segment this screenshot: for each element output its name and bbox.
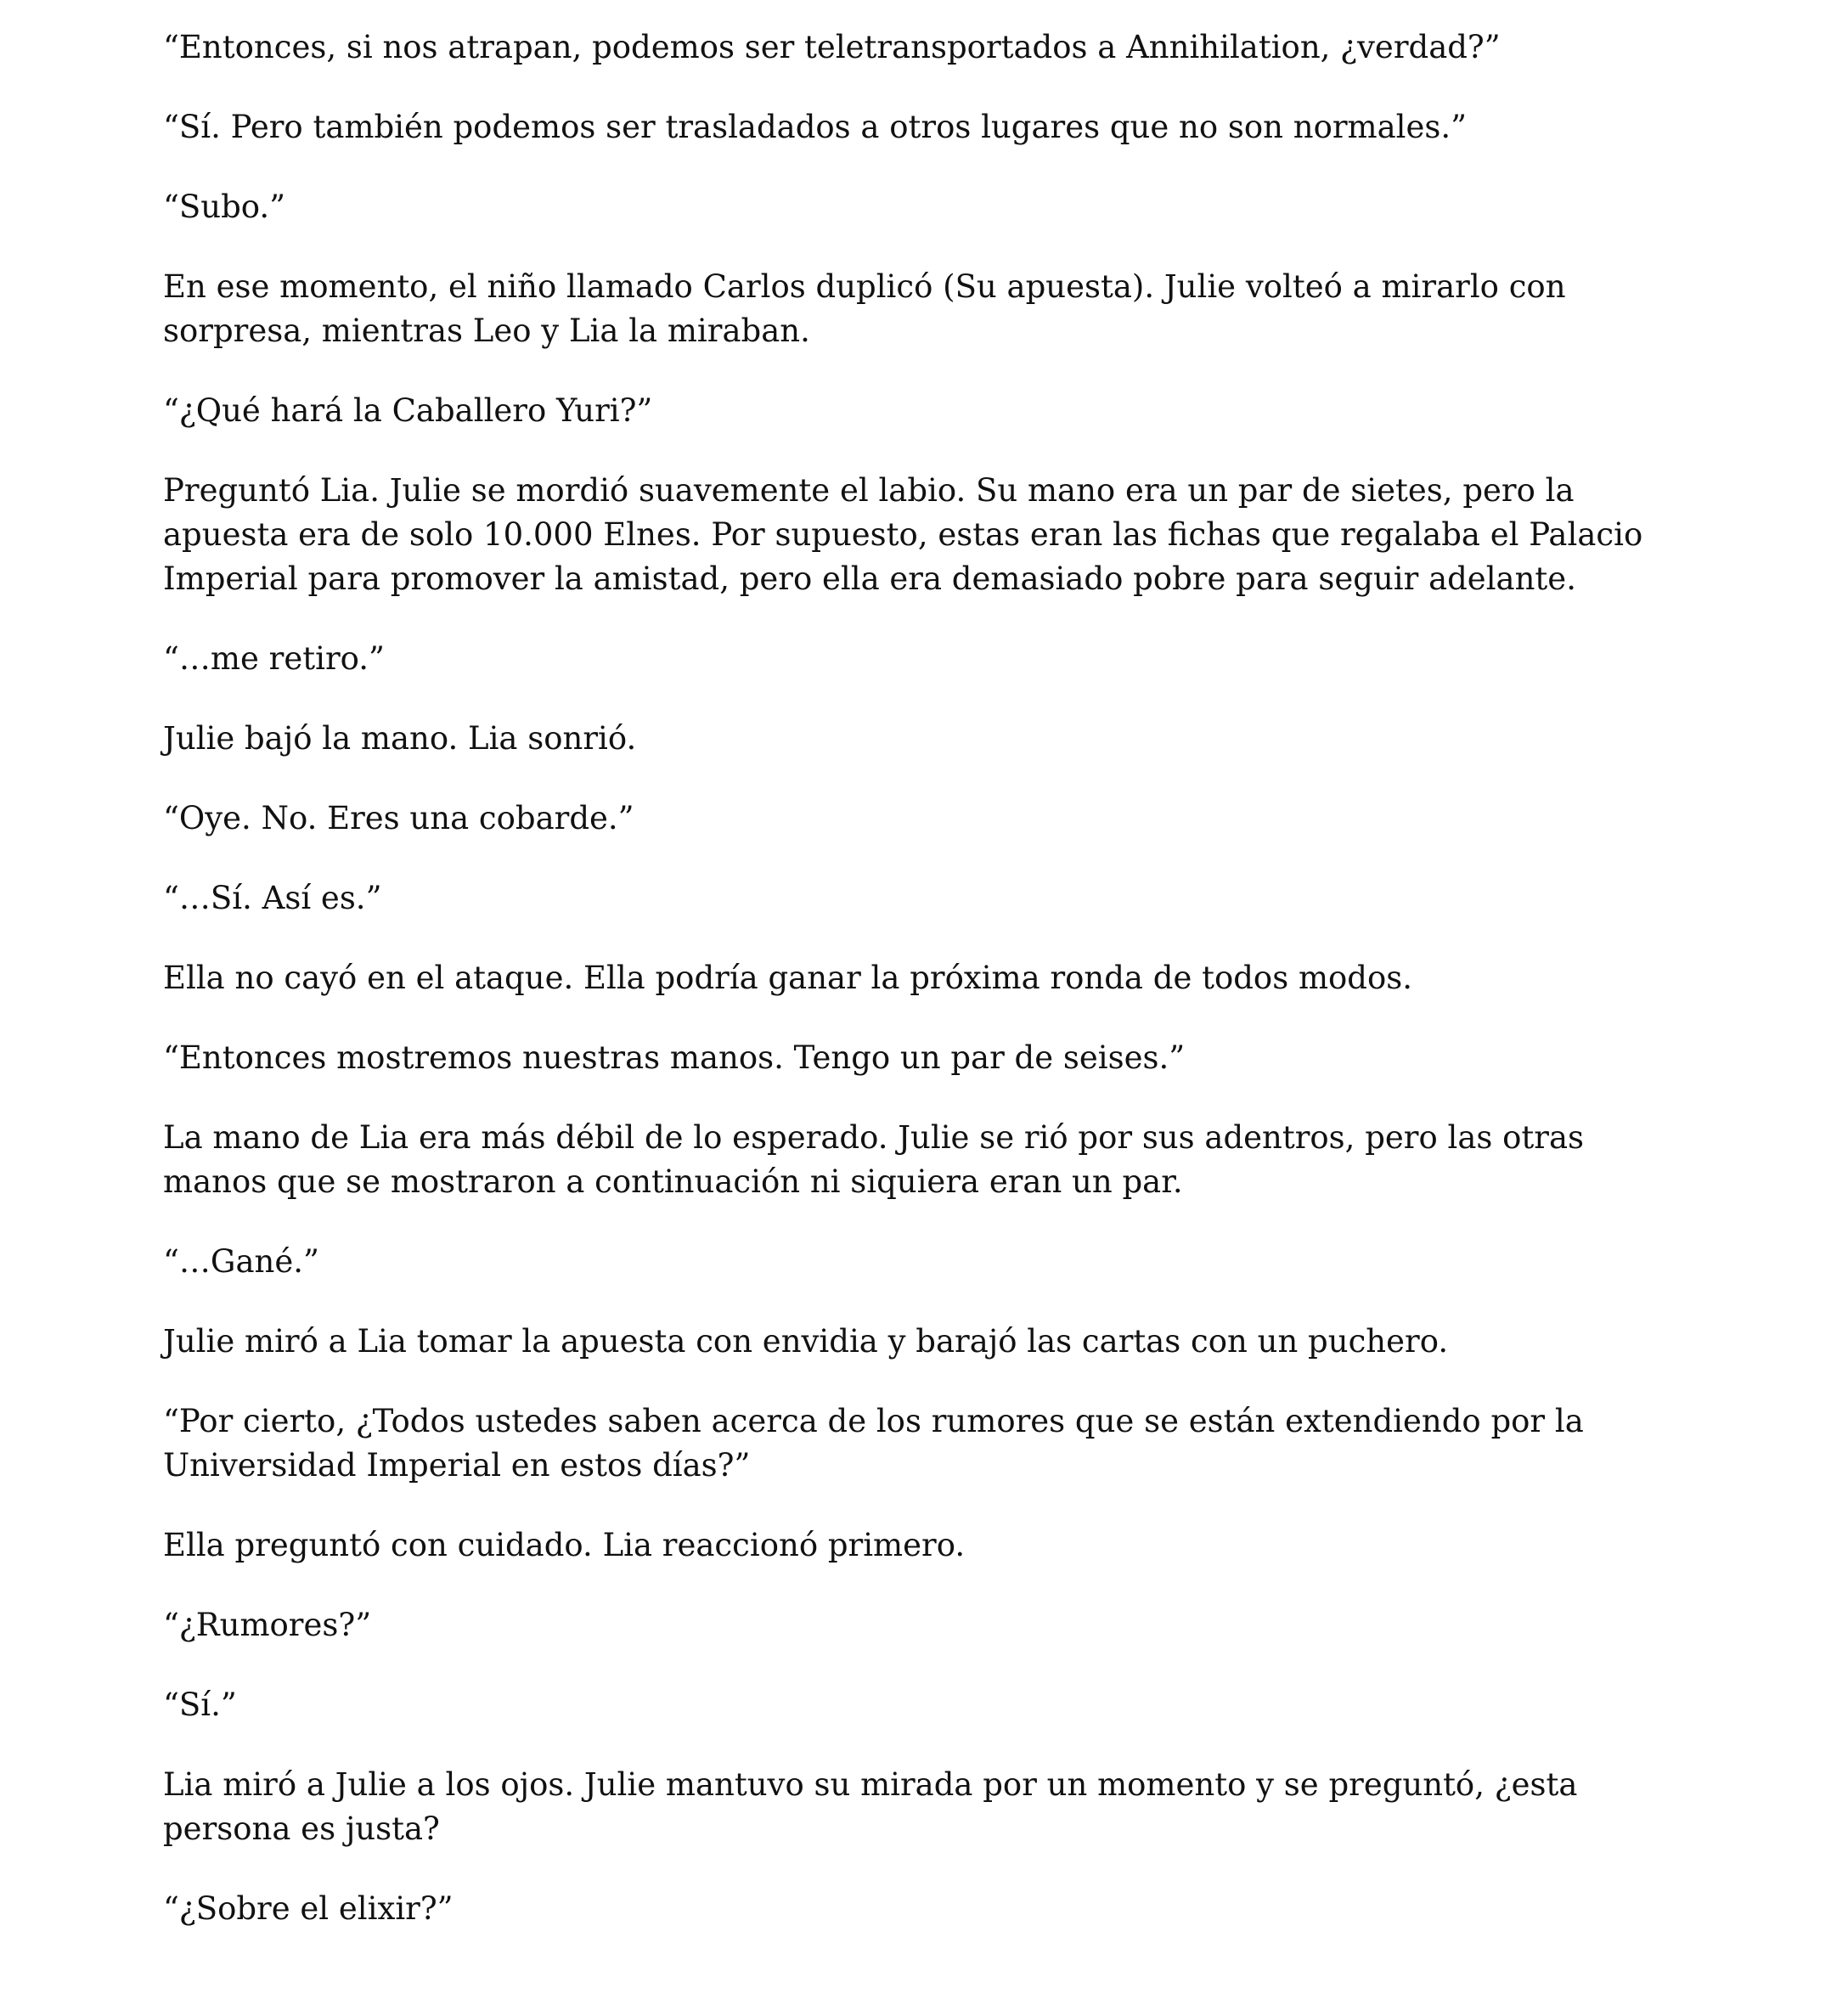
paragraph-13: La mano de Lia era más débil de lo esperado. Julie se rió por sus adentros, pero las otras manos que se mostraron a continuación ni siquiera eran un par. xyxy=(163,1119,1585,1200)
paragraph-5: “¿Qué hará la Caballero Yuri?” xyxy=(163,392,653,429)
paragraph-20: Lia miró a Julie a los ojos. Julie mantuvo su mirada por un momento y se preguntó, ¿esta persona es justa? xyxy=(163,1766,1578,1847)
paragraph-19: “Sí.” xyxy=(163,1686,237,1723)
paragraph-12: “Entonces mostremos nuestras manos. Tengo un par de seises.” xyxy=(163,1039,1186,1076)
paragraph-6: Preguntó Lia. Julie se mordió suavemente el labio. Su mano era un par de sietes, pero la apuesta era de solo 10.000 Elnes. Por supuesto, estas eran las fichas que regalaba el Palacio Imperial para promover la amistad, pero ella era demasiado pobre para seguir adelante. xyxy=(163,472,1643,597)
paragraph-4: En ese momento, el niño llamado Carlos duplicó (Su apuesta). Julie volteó a mirarlo con sorpresa, mientras Leo y Lia la miraban. xyxy=(163,268,1566,349)
document-page xyxy=(163,25,1692,1967)
paragraph-14: “…Gané.” xyxy=(163,1243,319,1280)
paragraph-7: “…me retiro.” xyxy=(163,640,385,677)
paragraph-11: Ella no cayó en el ataque. Ella podría ganar la próxima ronda de todos modos. xyxy=(163,960,1413,996)
paragraph-8: Julie bajó la mano. Lia sonrió. xyxy=(163,720,637,757)
paragraph-17: Ella preguntó con cuidado. Lia reaccionó primero. xyxy=(163,1527,966,1563)
paragraph-9: “Oye. No. Eres una cobarde.” xyxy=(163,800,634,836)
paragraph-1: “Entonces, si nos atrapan, podemos ser teletransportados a Annihilation, ¿verdad?” xyxy=(163,29,1501,65)
paragraph-15: Julie miró a Lia tomar la apuesta con envidia y barajó las cartas con un puchero. xyxy=(163,1323,1449,1360)
paragraph-10: “…Sí. Así es.” xyxy=(163,880,382,916)
paragraph-2: “Sí. Pero también podemos ser trasladados a otros lugares que no son normales.” xyxy=(163,109,1468,145)
paragraph-18: “¿Rumores?” xyxy=(163,1607,372,1643)
paragraph-3: “Subo.” xyxy=(163,189,286,225)
paragraph-21: “¿Sobre el elixir?” xyxy=(163,1890,454,1927)
paragraph-16: “Por cierto, ¿Todos ustedes saben acerca de los rumores que se están extendiendo por la Universidad Imperial en estos días?” xyxy=(163,1403,1584,1484)
